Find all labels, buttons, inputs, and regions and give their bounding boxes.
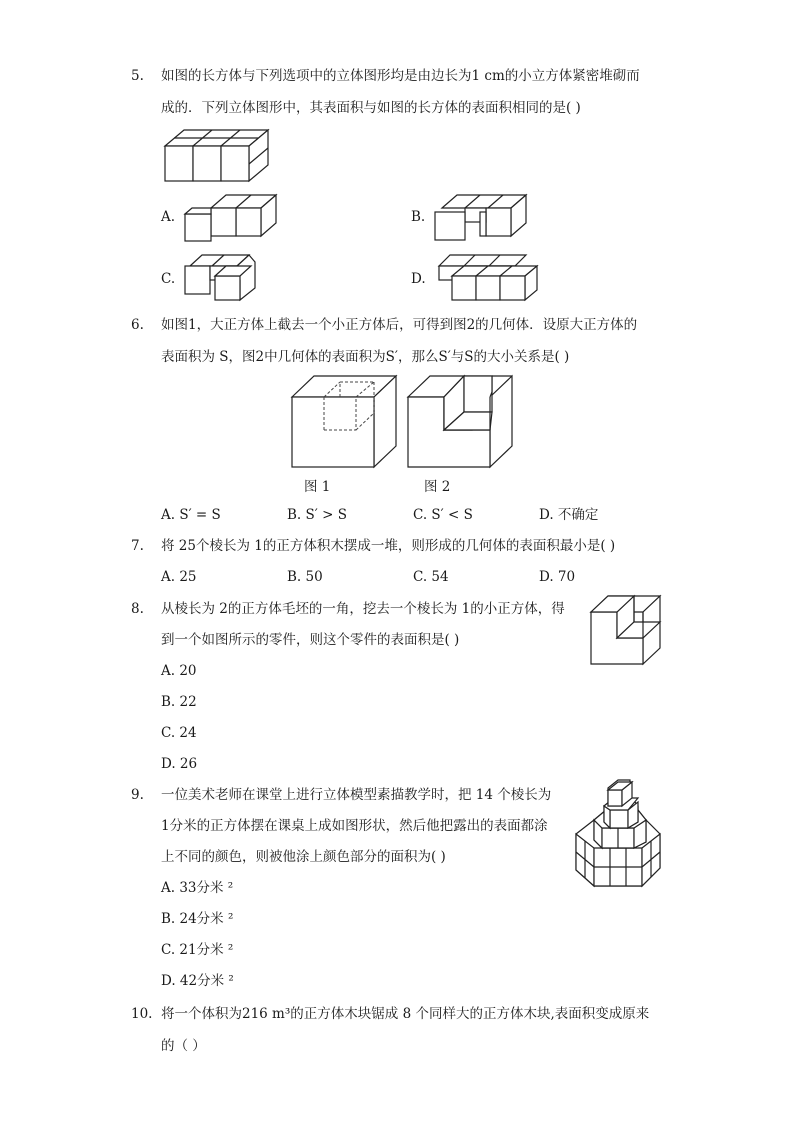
- q6-text-line2: 表面积为 S，图2中几何体的表面积为S′，那么S′与S的大小关系是( ): [161, 349, 570, 365]
- q5-option-d[interactable]: D.: [411, 271, 426, 287]
- q5-option-a-figure: [182, 190, 282, 242]
- q5-option-d-figure: [436, 250, 542, 302]
- q8-option-c[interactable]: C. 24: [161, 725, 197, 741]
- q9-text-line3: 上不同的颜色，则被他涂上颜色部分的面积为( ): [161, 849, 446, 865]
- q8-option-a[interactable]: A. 20: [161, 663, 197, 679]
- q9-text-line2: 1分米的正方体摆在课桌上成如图形状，然后他把露出的表面都涂: [161, 818, 548, 834]
- q8-part-figure: [588, 592, 664, 666]
- q6-option-b[interactable]: B. S′ > S: [287, 507, 347, 523]
- q8-option-b[interactable]: B. 22: [161, 694, 197, 710]
- q7-option-b[interactable]: B. 50: [287, 569, 323, 585]
- q6-figure-1-cube: [288, 372, 400, 472]
- q5-option-c-figure: [182, 250, 262, 302]
- q10-number: 10.: [131, 1006, 153, 1022]
- q7-text-line1: 将 25个棱长为 1的正方体积木摆成一堆，则形成的几何体的表面积最小是( ): [161, 538, 616, 554]
- q9-option-a[interactable]: A. 33分米 ²: [161, 880, 234, 896]
- q7-option-c[interactable]: C. 54: [413, 569, 449, 585]
- q5-option-b[interactable]: B.: [411, 209, 426, 225]
- q6-text-line1: 如图1，大正方体上截去一个小正方体后，可得到图2的几何体．设原大正方体的: [161, 317, 638, 333]
- q8-option-d[interactable]: D. 26: [161, 756, 198, 772]
- q5-option-a[interactable]: A.: [161, 209, 176, 225]
- q5-option-c[interactable]: C.: [161, 271, 176, 287]
- q6-figure-2-cut-cube: [404, 372, 516, 472]
- q6-option-d[interactable]: D. 不确定: [539, 507, 599, 523]
- q9-option-c[interactable]: C. 21分米 ²: [161, 942, 234, 958]
- q5-number: 5.: [131, 68, 144, 84]
- q6-figure-2-caption: 图 2: [424, 479, 451, 495]
- q9-text-line1: 一位美术老师在课堂上进行立体模型素描教学时，把 14 个棱长为: [161, 787, 552, 803]
- q7-option-d[interactable]: D. 70: [539, 569, 576, 585]
- q10-text-line2: 的（ ）: [161, 1038, 206, 1054]
- q6-figure-1-caption: 图 1: [304, 479, 331, 495]
- q9-cube-pyramid-figure: [572, 776, 664, 892]
- q10-text-line1: 将一个体积为216 m³的正方体木块锯成 8 个同样大的正方体木块,表面积变成原来: [161, 1006, 650, 1022]
- q7-number: 7.: [131, 538, 144, 554]
- q5-option-b-figure: [432, 190, 532, 242]
- q6-option-c[interactable]: C. S′ < S: [413, 507, 473, 523]
- q8-text-line1: 从棱长为 2的正方体毛坯的一角，挖去一个棱长为 1的小正方体，得: [161, 601, 565, 617]
- q7-option-a[interactable]: A. 25: [161, 569, 197, 585]
- q5-text-line2: 成的．下列立体图形中，其表面积与如图的长方体的表面积相同的是( ): [161, 100, 581, 116]
- q6-option-a[interactable]: A. S′ = S: [161, 507, 221, 523]
- q8-number: 8.: [131, 601, 144, 617]
- q9-number: 9.: [131, 787, 144, 803]
- q9-option-d[interactable]: D. 42分米 ²: [161, 973, 234, 989]
- q8-text-line2: 到一个如图所示的零件，则这个零件的表面积是( ): [161, 632, 460, 648]
- q5-main-box-figure: [160, 124, 280, 184]
- q9-option-b[interactable]: B. 24分米 ²: [161, 911, 234, 927]
- q5-text-line1: 如图的长方体与下列选项中的立体图形均是由边长为1 cm的小立方体紧密堆砌而: [161, 68, 640, 84]
- q6-number: 6.: [131, 317, 144, 333]
